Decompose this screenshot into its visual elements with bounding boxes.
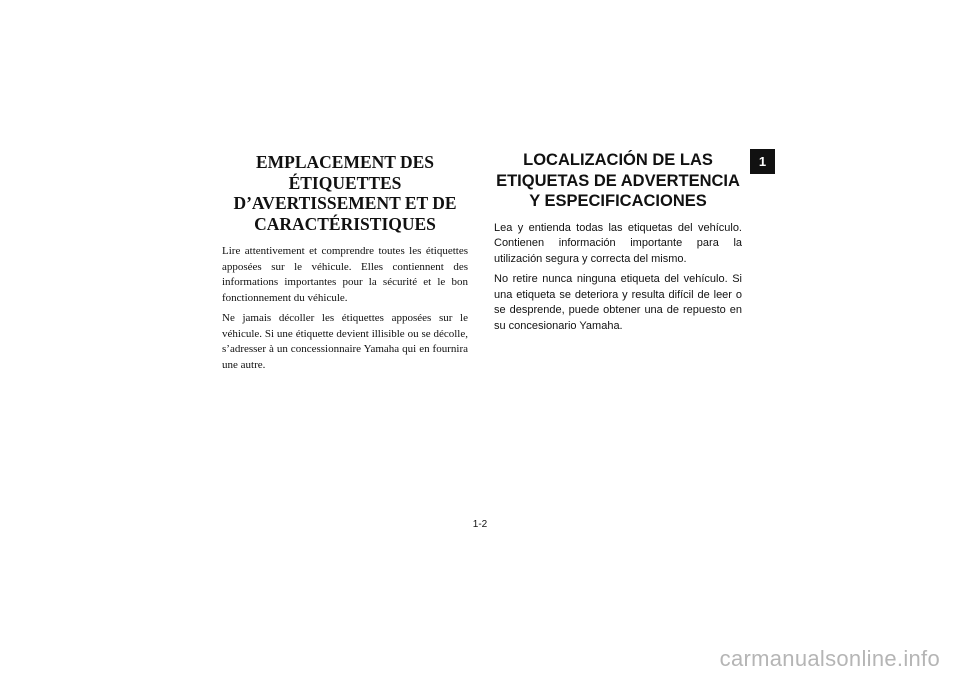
watermark: carmanualsonline.info [719, 646, 940, 671]
french-paragraph: Ne jamais décoller les étiquettes apposées sur le véhicule. Si une étiquette devient illisible ou se décolle, s’adresser à un concessionnaire Yamaha qui en fournira une autre. [222, 312, 468, 371]
chapter-tab: 1 [750, 149, 775, 174]
page-number: 1-2 [472, 519, 488, 530]
spanish-paragraph: Lea y entienda todas las etiquetas del vehículo. Contienen información importante para la utilización segura y correcta del mismo. [494, 221, 742, 265]
spanish-column [494, 150, 742, 339]
spanish-paragraph: No retire nunca ninguna etiqueta del vehículo. Si una etiqueta se deteriora y resulta difícil de leer o se desprende, puede obtener una de repuesto en su concesionario Yamaha. [494, 273, 742, 332]
french-column [222, 152, 468, 378]
spanish-section-title: LOCALIZACIÓN DE LAS ETIQUETAS DE ADVERTENCIA Y ESPECIFICACIONES [496, 151, 740, 210]
french-paragraph: Lire attentivement et comprendre toutes les étiquettes apposées sur le véhicule. Elles contiennent des informations importantes pour la sécurité et le bon fonctionnement du véhicule. [222, 245, 468, 304]
french-section-title: EMPLACEMENT DES ÉTIQUETTES D’AVERTISSEMENT ET DE CARACTÉRISTIQUES [233, 152, 457, 234]
